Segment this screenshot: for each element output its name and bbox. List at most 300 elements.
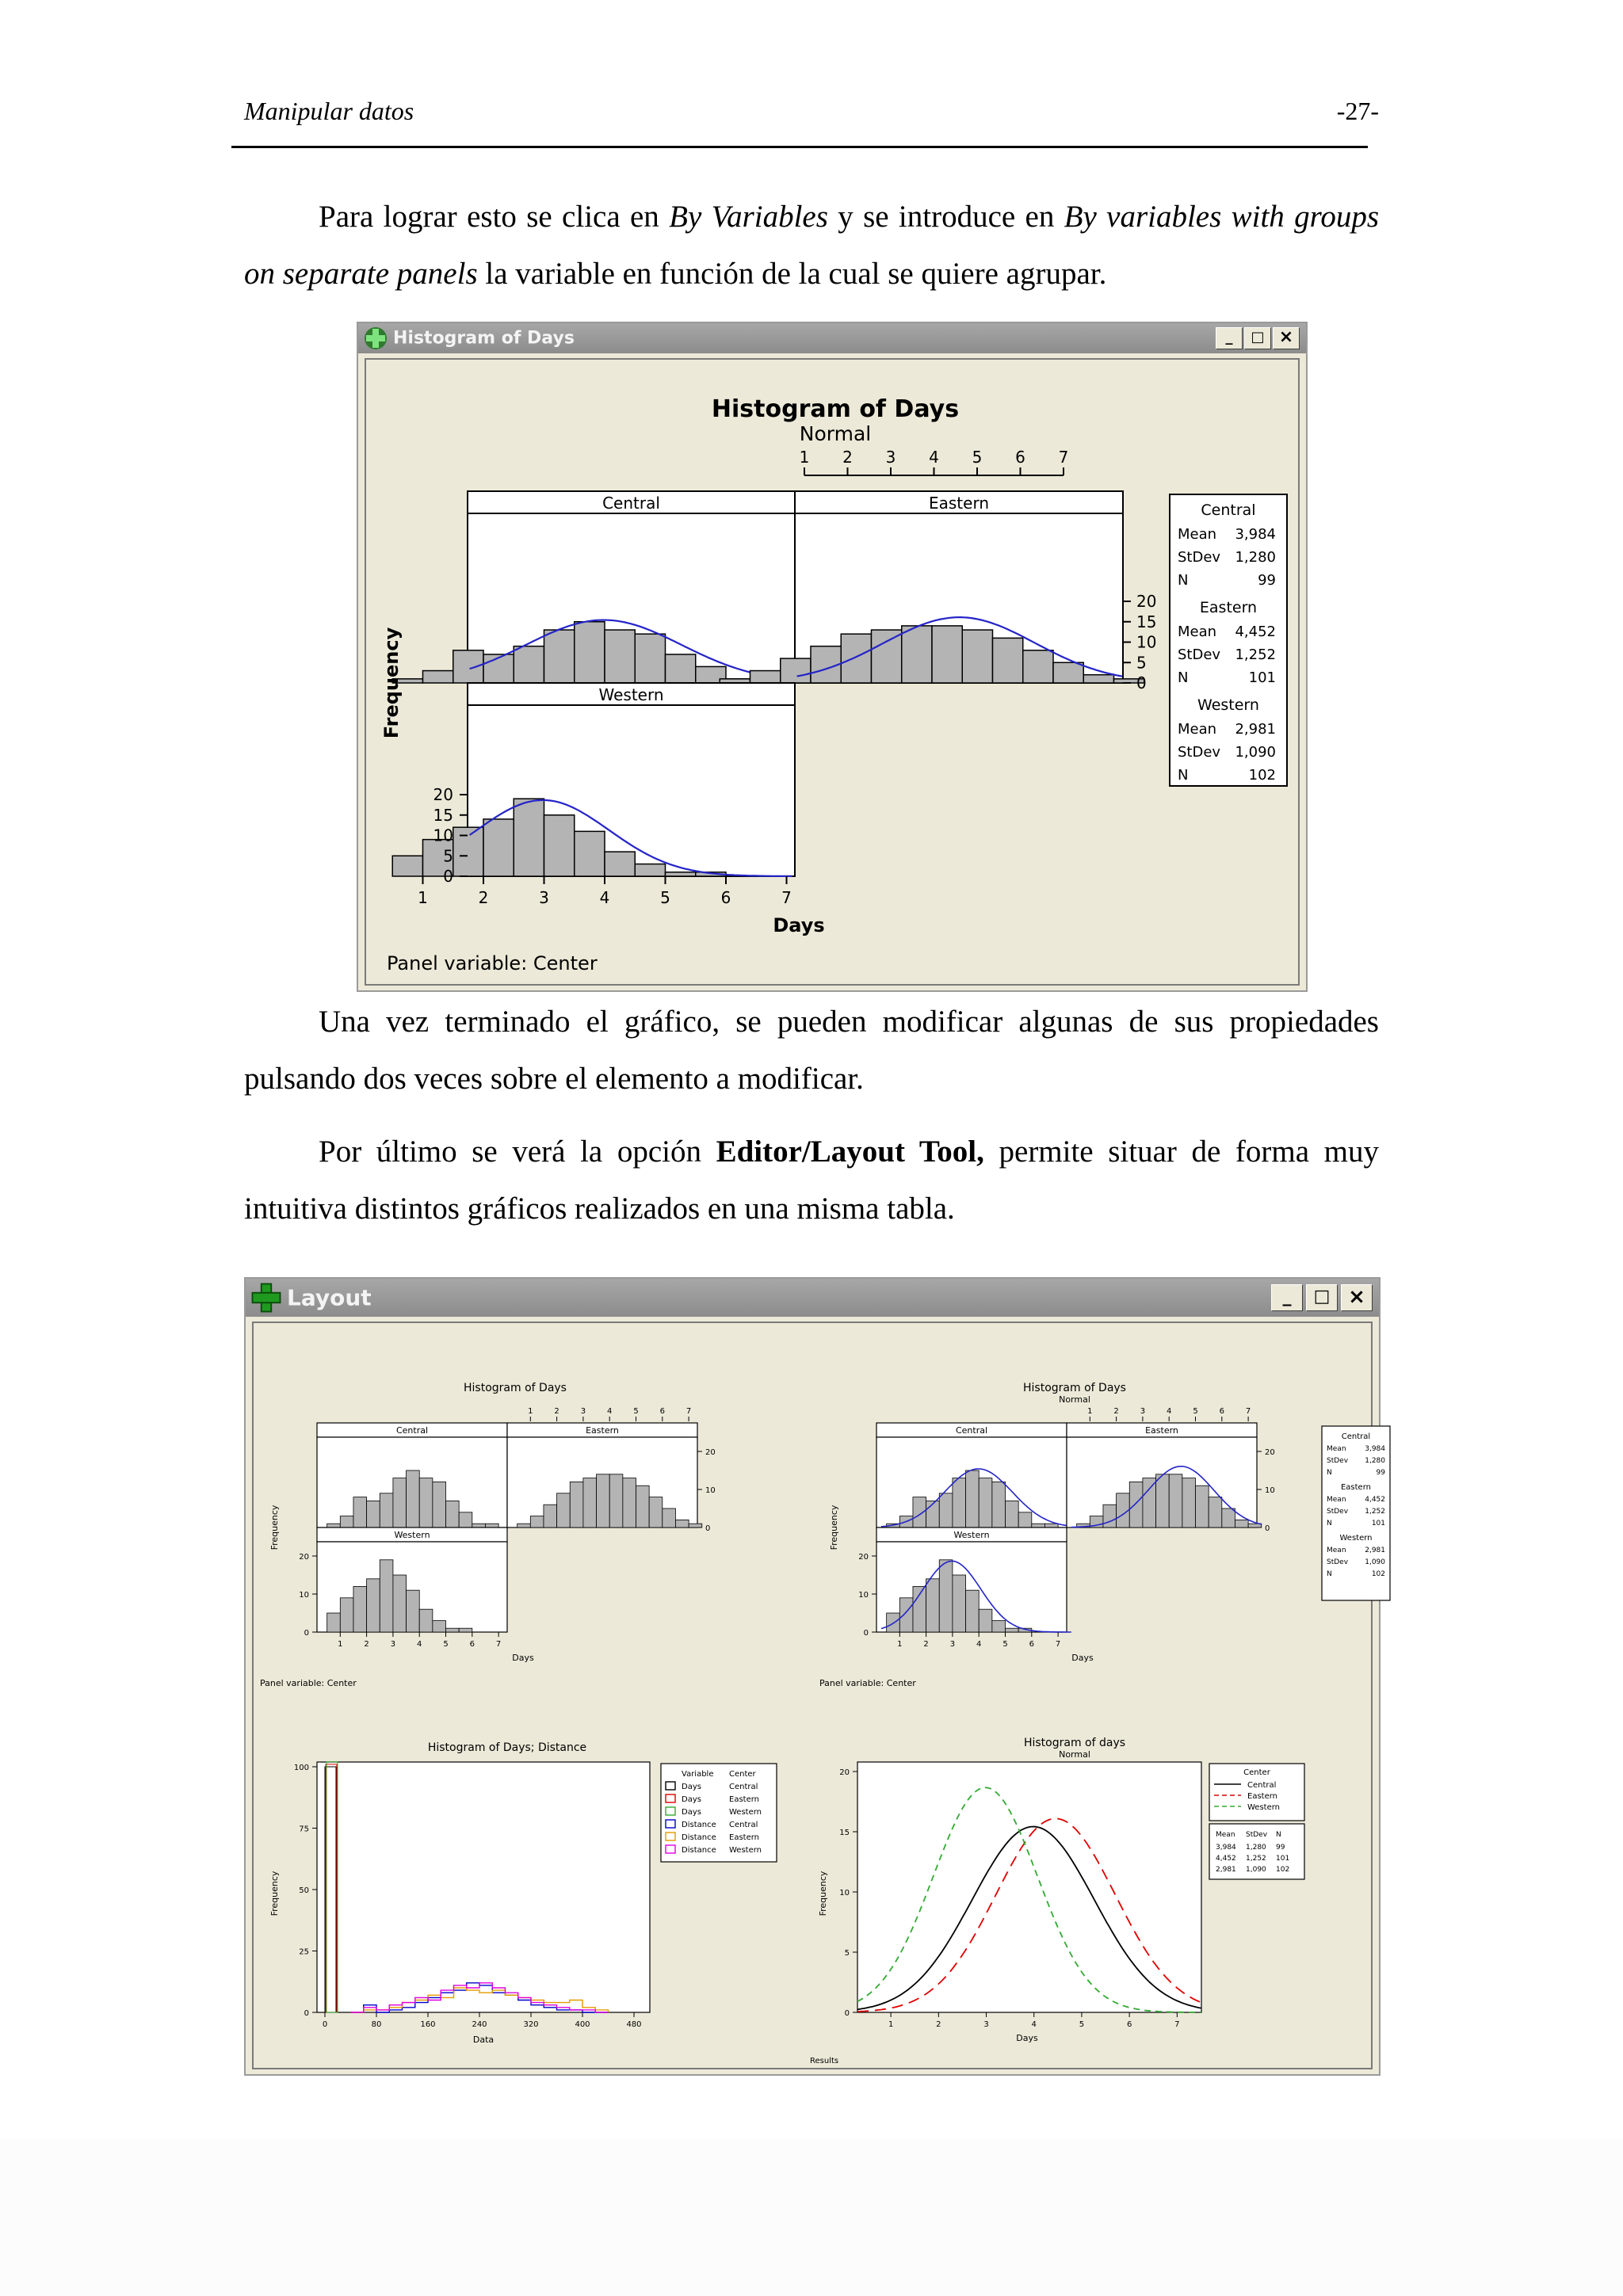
thumb-left-tick-label: 20 xyxy=(858,1553,869,1562)
histogram-bar xyxy=(872,630,902,683)
thumb-legend-label: Central xyxy=(1247,1781,1277,1790)
thumb-title: Histogram of Days xyxy=(464,1382,567,1394)
thumb-x-label: Days xyxy=(1016,2033,1038,2043)
panel-strip-label: Western xyxy=(598,685,664,704)
thumb-bar xyxy=(1222,1508,1235,1527)
legend-stat-value: 1,252 xyxy=(1235,646,1276,663)
p1-text-segment: y se introduce en xyxy=(827,200,1064,234)
thumb-legend-label: StDev xyxy=(1327,1558,1349,1566)
thumb-bottom-tick-label: 1 xyxy=(338,1640,343,1649)
histogram-bar xyxy=(423,671,453,683)
thumb-bar xyxy=(979,1609,992,1632)
paragraph-by-variables xyxy=(244,189,1379,303)
histogram-bar xyxy=(575,622,605,683)
thumb-top-tick-label: 7 xyxy=(685,1407,692,1416)
legend-stat-value: 3,984 xyxy=(1235,526,1276,543)
thumb-stats-value: 101 xyxy=(1276,1855,1290,1863)
histogram-window xyxy=(357,322,1308,992)
thumb-left-tick-label: 5 xyxy=(844,1949,850,1958)
thumb-bottom-tick-label: 80 xyxy=(371,2020,382,2029)
thumb-legend-value: Western xyxy=(729,1846,762,1855)
thumb-bar xyxy=(636,1486,650,1527)
thumb-bottom-tick-label: 4 xyxy=(417,1640,422,1649)
paragraph-layout-tool xyxy=(244,1123,1379,1238)
thumb-x-label: Data xyxy=(472,2035,495,2045)
thumb-stats-value: 1,090 xyxy=(1246,1866,1266,1874)
thumb-bottom-tick-label: 6 xyxy=(469,1640,475,1649)
histogram-bar xyxy=(635,864,665,876)
thumb-y-label: Frequency xyxy=(269,1505,280,1550)
thumb-title: Histogram of Days xyxy=(1023,1382,1126,1394)
thumb-subtitle: Normal xyxy=(1059,1394,1090,1405)
p1-text-segment: By variables with groups on separate panels xyxy=(244,200,1380,291)
thumb-left-tick-label: 20 xyxy=(839,1768,850,1777)
thumb-y-label: Frequency xyxy=(269,1871,280,1917)
histogram-bar xyxy=(635,634,665,683)
p1-text-segment: By Variables xyxy=(669,200,828,234)
thumb-left-tick-label: 50 xyxy=(299,1886,309,1895)
thumb-bar xyxy=(433,1621,446,1632)
page-number: -27- xyxy=(1336,97,1379,125)
running-header-chapter: Manipular datos xyxy=(244,97,414,125)
bottom-x-tick-label: 2 xyxy=(478,888,489,907)
trellis-histogram-thumbnail xyxy=(260,1382,716,1688)
thumb-right-tick-label: 20 xyxy=(1265,1448,1275,1457)
thumb-bottom-tick-label: 4 xyxy=(976,1640,982,1649)
legend-stat-label: Mean xyxy=(1178,624,1217,640)
histogram-bar xyxy=(841,634,871,683)
close-button[interactable]: × xyxy=(1341,1284,1373,1311)
legend-stat-label: Mean xyxy=(1178,721,1217,738)
thumb-strip-label: Central xyxy=(955,1425,988,1436)
thumb-bar xyxy=(459,1512,472,1527)
thumb-bottom-tick-label: 6 xyxy=(1029,1640,1034,1649)
legend-stat-value: 1,280 xyxy=(1235,549,1276,566)
thumb-legend-label: StDev xyxy=(1327,1457,1349,1465)
thumb-bar xyxy=(517,1524,531,1527)
thumb-bottom-tick-label: 7 xyxy=(495,1640,502,1649)
thumb-bottom-tick-label: 320 xyxy=(523,2020,539,2029)
thumb-bar xyxy=(367,1501,380,1527)
right-y-tick-label: 5 xyxy=(1136,653,1147,673)
thumb-x-label: Days xyxy=(1071,1653,1094,1663)
thumb-bar xyxy=(419,1609,433,1632)
thumb-legend-label: Mean xyxy=(1327,1496,1346,1504)
thumb-subtitle: Normal xyxy=(1059,1749,1090,1760)
thumb-top-tick-label: 2 xyxy=(554,1407,559,1416)
thumb-right-tick-label: 20 xyxy=(705,1448,716,1457)
thumb-bar xyxy=(459,1628,472,1632)
thumb-legend-value: Eastern xyxy=(729,1795,760,1804)
histogram-graph-area[interactable] xyxy=(365,358,1300,986)
panel-strip-label: Central xyxy=(602,494,660,513)
page-bottom-margin xyxy=(0,2139,1623,2296)
thumb-legend-value: Central xyxy=(729,1821,758,1829)
histogram-bar xyxy=(514,646,544,683)
thumb-legend-label: N xyxy=(1327,1469,1332,1477)
thumb-panel-variable: Panel variable: Center xyxy=(260,1678,357,1688)
thumb-legend-label: Days xyxy=(682,1795,701,1804)
histogram-bar xyxy=(514,799,544,876)
thumb-bar xyxy=(1032,1524,1045,1527)
thumb-top-tick-label: 7 xyxy=(1245,1407,1251,1416)
p3-text-segment: permite situar de forma muy intuitiva distintos gráficos realizados en una misma tabla. xyxy=(244,1135,1379,1226)
top-x-tick-label: 1 xyxy=(799,448,810,467)
thumb-left-tick-label: 10 xyxy=(299,1591,309,1600)
bottom-x-tick-label: 3 xyxy=(539,888,549,907)
thumb-bottom-tick-label: 5 xyxy=(443,1640,449,1649)
thumb-strip-label: Western xyxy=(953,1530,990,1540)
thumb-legend-label: StDev xyxy=(1327,1508,1349,1516)
thumb-top-tick-label: 3 xyxy=(580,1407,586,1416)
layout-window-titlebar[interactable] xyxy=(246,1279,1379,1317)
legend-stat-label: N xyxy=(1178,767,1189,784)
thumb-bar xyxy=(419,1478,433,1527)
thumb-top-tick-label: 5 xyxy=(633,1407,639,1416)
bottom-x-tick-label: 6 xyxy=(720,888,731,907)
thumb-right-tick-label: 0 xyxy=(705,1524,711,1533)
thumb-bar xyxy=(1196,1486,1209,1527)
thumb-top-tick-label: 1 xyxy=(528,1407,533,1416)
p3-text-segment: Por último se verá la opción xyxy=(319,1135,716,1169)
thumb-y-label: Frequency xyxy=(818,1871,828,1917)
thumb-legend-title: Center xyxy=(1243,1768,1270,1777)
thumb-bar xyxy=(353,1586,367,1632)
thumb-bar xyxy=(570,1482,583,1527)
thumb-bar xyxy=(913,1497,926,1527)
thumb-strip-label: Eastern xyxy=(1145,1425,1178,1436)
p1-text-segment: Para lograr esto se clica en xyxy=(319,200,670,234)
bottom-x-tick-label: 5 xyxy=(660,888,670,907)
legend-stat-value: 101 xyxy=(1248,669,1276,686)
legend-stat-label: N xyxy=(1178,669,1189,686)
thumb-left-tick-label: 20 xyxy=(299,1553,309,1562)
days-distance-histogram-thumbnail xyxy=(269,1741,777,2045)
thumb-bottom-tick-label: 160 xyxy=(420,2020,436,2029)
thumb-legend-label: Eastern xyxy=(1247,1792,1278,1801)
thumb-legend-header: Variable xyxy=(682,1770,714,1779)
thumb-bottom-tick-label: 3 xyxy=(949,1640,956,1649)
thumb-bar xyxy=(393,1575,407,1632)
bottom-x-tick-label: 7 xyxy=(781,888,792,907)
thumb-stats-value: 99 xyxy=(1276,1844,1285,1852)
top-x-tick-label: 2 xyxy=(842,448,853,467)
thumb-strip-label: Eastern xyxy=(586,1425,619,1436)
thumb-bottom-tick-label: 400 xyxy=(575,2020,590,2029)
thumb-footer: Results xyxy=(810,2057,839,2065)
histogram-window-titlebar[interactable] xyxy=(358,323,1306,353)
right-y-tick-label: 0 xyxy=(1136,673,1147,692)
thumb-stats-value: 1,252 xyxy=(1246,1855,1266,1863)
thumb-bottom-tick-label: 7 xyxy=(1174,2020,1180,2029)
thumb-bar xyxy=(327,1613,341,1632)
thumb-left-tick-label: 0 xyxy=(863,1629,869,1638)
thumb-bottom-tick-label: 7 xyxy=(1055,1640,1061,1649)
histogram-bar xyxy=(1083,675,1113,683)
thumb-left-tick-label: 15 xyxy=(839,1829,850,1837)
left-y-tick-label: 20 xyxy=(433,785,453,804)
thumb-bottom-tick-label: 1 xyxy=(897,1640,903,1649)
thumb-legend-value: 102 xyxy=(1371,1570,1385,1578)
histogram-bar xyxy=(392,856,422,876)
thumb-stats-value: 1,280 xyxy=(1246,1844,1266,1852)
header-rule xyxy=(231,146,1368,148)
thumb-bar xyxy=(1156,1474,1170,1527)
thumb-legend-value: 99 xyxy=(1376,1469,1385,1477)
histogram-bar xyxy=(902,626,932,683)
thumb-y-label: Frequency xyxy=(829,1505,839,1550)
thumb-bar xyxy=(380,1493,393,1527)
thumb-bar xyxy=(689,1524,702,1527)
thumb-bar xyxy=(913,1586,926,1632)
left-y-tick-label: 0 xyxy=(443,867,453,886)
thumb-legend-label: Days xyxy=(682,1783,701,1791)
thumb-bar xyxy=(979,1478,992,1527)
y-axis-label: Frequency xyxy=(380,627,403,739)
legend-stat-value: 2,981 xyxy=(1235,721,1276,738)
thumb-bar xyxy=(340,1516,353,1527)
top-x-tick-label: 7 xyxy=(1058,448,1069,467)
thumb-bar xyxy=(939,1560,953,1632)
thumb-bar xyxy=(609,1474,623,1527)
thumb-legend-label: N xyxy=(1327,1520,1332,1527)
thumb-top-tick-label: 4 xyxy=(1167,1407,1172,1416)
thumb-bar xyxy=(649,1497,663,1527)
legend-stat-label: StDev xyxy=(1178,646,1221,663)
thumb-left-tick-label: 75 xyxy=(299,1825,309,1834)
chart-subtitle: Normal xyxy=(799,422,872,445)
thumb-bar xyxy=(899,1598,913,1632)
minimize-button[interactable]: _ xyxy=(1216,327,1243,349)
thumb-x-label: Days xyxy=(512,1653,534,1663)
thumb-bottom-tick-label: 6 xyxy=(1126,2020,1132,2029)
thumb-bottom-tick-label: 3 xyxy=(983,2020,989,2029)
thumb-top-tick-label: 6 xyxy=(659,1407,665,1416)
thumb-legend-value: 4,452 xyxy=(1365,1496,1385,1504)
thumb-bar xyxy=(1235,1520,1248,1527)
bottom-x-tick-label: 1 xyxy=(418,888,428,907)
histogram-bar xyxy=(605,630,635,683)
thumb-top-tick-label: 4 xyxy=(607,1407,613,1416)
thumb-left-tick-label: 0 xyxy=(304,1629,309,1638)
legend-stat-value: 1,090 xyxy=(1235,744,1276,761)
minimize-button[interactable]: _ xyxy=(1271,1284,1303,1311)
thumb-bar xyxy=(446,1501,460,1527)
thumb-bar xyxy=(1018,1512,1032,1527)
top-x-tick-label: 6 xyxy=(1015,448,1025,467)
thumb-strip-label: Central xyxy=(395,1425,429,1436)
legend-stat-label: N xyxy=(1178,572,1189,589)
green-plus-icon xyxy=(250,1282,282,1314)
thumb-bar xyxy=(544,1505,557,1527)
histogram-bar xyxy=(750,671,781,683)
legend-stat-label: StDev xyxy=(1178,549,1221,566)
thumb-bar xyxy=(1103,1505,1117,1527)
thumb-bar xyxy=(1006,1501,1019,1527)
thumb-strip-label: Western xyxy=(394,1530,430,1540)
panel-variable-text: Panel variable: Center xyxy=(387,952,598,974)
thumb-legend-label: Western xyxy=(1247,1803,1281,1812)
p1-text-segment: la variable en función de la cual se quiere agrupar. xyxy=(477,257,1107,291)
thumb-bar xyxy=(367,1579,380,1632)
thumb-legend-value: Eastern xyxy=(729,1833,760,1842)
histogram-bar xyxy=(575,831,605,876)
thumb-bar xyxy=(393,1478,407,1527)
thumb-bar xyxy=(340,1598,353,1632)
thumb-stats-value: 2,981 xyxy=(1216,1866,1236,1874)
thumb-legend-value: 1,090 xyxy=(1365,1558,1385,1566)
thumb-left-tick-label: 25 xyxy=(299,1947,309,1957)
left-y-tick-label: 5 xyxy=(443,846,453,866)
thumb-title: Histogram of Days; Distance xyxy=(427,1741,587,1754)
histogram-bar xyxy=(483,819,514,876)
thumb-bar xyxy=(597,1474,610,1527)
thumb-legend-label: N xyxy=(1327,1570,1332,1578)
panel-strip-label: Eastern xyxy=(928,494,990,513)
thumb-bar xyxy=(675,1520,689,1527)
thumb-legend-value: Central xyxy=(729,1783,758,1791)
thumb-bottom-tick-label: 2 xyxy=(936,2020,941,2029)
thumb-legend-value: 101 xyxy=(1371,1520,1385,1527)
thumb-bottom-tick-label: 2 xyxy=(923,1640,929,1649)
thumb-left-tick-label: 10 xyxy=(858,1591,869,1600)
bottom-x-tick-label: 4 xyxy=(599,888,610,907)
thumb-legend-value: 2,981 xyxy=(1365,1547,1385,1554)
thumb-bottom-tick-label: 240 xyxy=(472,2020,487,2029)
thumb-right-tick-label: 10 xyxy=(705,1486,716,1495)
histogram-bar xyxy=(781,658,811,683)
thumb-bottom-tick-label: 0 xyxy=(322,2020,328,2029)
histogram-bar xyxy=(1023,650,1053,683)
thumb-bar xyxy=(953,1478,966,1527)
thumb-bottom-tick-label: 3 xyxy=(390,1640,396,1649)
legend-stat-label: StDev xyxy=(1178,744,1221,761)
thumb-stats-value: 102 xyxy=(1276,1866,1290,1874)
thumb-bar xyxy=(353,1497,367,1527)
p2-text-segment: Una vez terminado el gráfico, se pueden modificar algunas de sus propiedades pulsando dos veces sobre el elemento a modificar. xyxy=(244,1005,1379,1096)
thumb-bar xyxy=(1143,1478,1156,1527)
thumb-bottom-tick-label: 5 xyxy=(1079,2020,1085,2029)
thumb-plot xyxy=(857,1762,1201,2012)
thumb-bar xyxy=(583,1478,597,1527)
top-x-tick-label: 5 xyxy=(972,448,983,467)
thumb-bottom-tick-label: 5 xyxy=(1002,1640,1008,1649)
thumb-bar xyxy=(966,1470,980,1527)
thumb-bar xyxy=(485,1524,498,1527)
thumb-top-tick-label: 3 xyxy=(1140,1407,1146,1416)
histogram-bar xyxy=(544,630,575,683)
histogram-bar xyxy=(993,638,1023,683)
thumb-stats-value: 4,452 xyxy=(1216,1855,1236,1863)
thumb-left-tick-label: 10 xyxy=(839,1889,850,1897)
thumb-bar xyxy=(557,1493,571,1527)
thumb-legend-group: Eastern xyxy=(1340,1483,1372,1492)
thumb-stats-header: Mean xyxy=(1216,1831,1235,1839)
thumb-bar xyxy=(407,1590,420,1632)
thumb-legend-label: Distance xyxy=(682,1821,716,1829)
histogram-bar xyxy=(453,827,483,876)
histogram-bar xyxy=(962,630,992,683)
right-y-tick-label: 15 xyxy=(1136,612,1157,631)
thumb-legend-label: Distance xyxy=(682,1833,716,1842)
legend-stat-value: 99 xyxy=(1258,572,1276,589)
legend-stat-value: 4,452 xyxy=(1235,624,1276,640)
legend-group-title: Eastern xyxy=(1199,599,1258,616)
thumb-legend-value: Western xyxy=(729,1808,762,1817)
legend-group-title: Central xyxy=(1201,502,1256,519)
histogram-bar xyxy=(1053,662,1083,683)
thumb-legend-label: Mean xyxy=(1327,1547,1346,1554)
thumb-bar xyxy=(530,1516,544,1527)
thumb-bar xyxy=(992,1621,1006,1632)
layout-graph-area[interactable] xyxy=(252,1322,1385,2069)
histogram-bar xyxy=(666,872,696,876)
histogram-of-days-chart xyxy=(366,360,1301,987)
thumb-bar xyxy=(1129,1482,1143,1527)
thumb-bottom-tick-label: 4 xyxy=(1031,2020,1037,2029)
layout-window xyxy=(244,1277,1385,2076)
thumb-bar xyxy=(926,1579,940,1632)
histogram-bar xyxy=(544,815,575,876)
thumb-left-tick-label: 0 xyxy=(844,2009,850,2018)
left-y-tick-label: 15 xyxy=(433,805,453,825)
maximize-button[interactable]: □ xyxy=(1244,327,1271,349)
thumb-bar xyxy=(953,1575,966,1632)
thumb-title: Histogram of days xyxy=(1023,1737,1126,1749)
thumb-bar xyxy=(407,1470,420,1527)
thumb-legend-label: Distance xyxy=(682,1846,716,1855)
thumb-bar xyxy=(887,1613,900,1632)
thumb-right-tick-label: 0 xyxy=(1265,1524,1270,1533)
legend-stat-value: 102 xyxy=(1248,767,1276,784)
top-x-tick-label: 4 xyxy=(929,448,939,467)
normal-curves-thumbnail xyxy=(810,1737,1304,2065)
x-axis-label: Days xyxy=(773,914,825,936)
thumb-stats-value: 3,984 xyxy=(1216,1844,1236,1852)
histogram-bar xyxy=(605,852,635,876)
thumb-bar xyxy=(623,1478,636,1527)
thumb-bottom-tick-label: 1 xyxy=(888,2020,894,2029)
thumb-legend-group: Central xyxy=(1341,1432,1371,1441)
top-x-tick-label: 3 xyxy=(885,448,896,467)
thumb-legend-header: Center xyxy=(729,1770,756,1779)
maximize-button[interactable]: □ xyxy=(1306,1284,1338,1311)
thumb-legend-value: 1,280 xyxy=(1365,1457,1385,1465)
close-button[interactable]: × xyxy=(1273,327,1300,349)
thumb-bar xyxy=(1209,1497,1222,1527)
thumb-bottom-tick-label: 480 xyxy=(626,2020,642,2029)
thumb-bar xyxy=(472,1524,486,1527)
thumb-top-tick-label: 5 xyxy=(1193,1407,1198,1416)
thumb-bar xyxy=(992,1482,1006,1527)
thumb-stats-header: N xyxy=(1276,1831,1281,1839)
thumb-bar xyxy=(380,1560,393,1632)
thumb-left-tick-label: 0 xyxy=(304,2009,309,2018)
thumb-legend-label: Mean xyxy=(1327,1445,1346,1453)
thumb-bar xyxy=(1044,1524,1058,1527)
thumb-top-tick-label: 6 xyxy=(1219,1407,1224,1416)
trellis-histogram-thumbnail xyxy=(819,1382,1390,1688)
thumb-top-tick-label: 2 xyxy=(1113,1407,1119,1416)
thumb-panel-variable: Panel variable: Center xyxy=(819,1678,916,1688)
thumb-bottom-tick-label: 2 xyxy=(364,1640,369,1649)
thumb-legend-label: Days xyxy=(682,1808,701,1817)
thumb-stats-header: StDev xyxy=(1246,1831,1268,1839)
thumb-bar xyxy=(966,1590,980,1632)
thumb-plot xyxy=(317,1762,650,2012)
thumb-legend-group: Western xyxy=(1339,1534,1373,1543)
legend-group-title: Western xyxy=(1197,696,1259,714)
